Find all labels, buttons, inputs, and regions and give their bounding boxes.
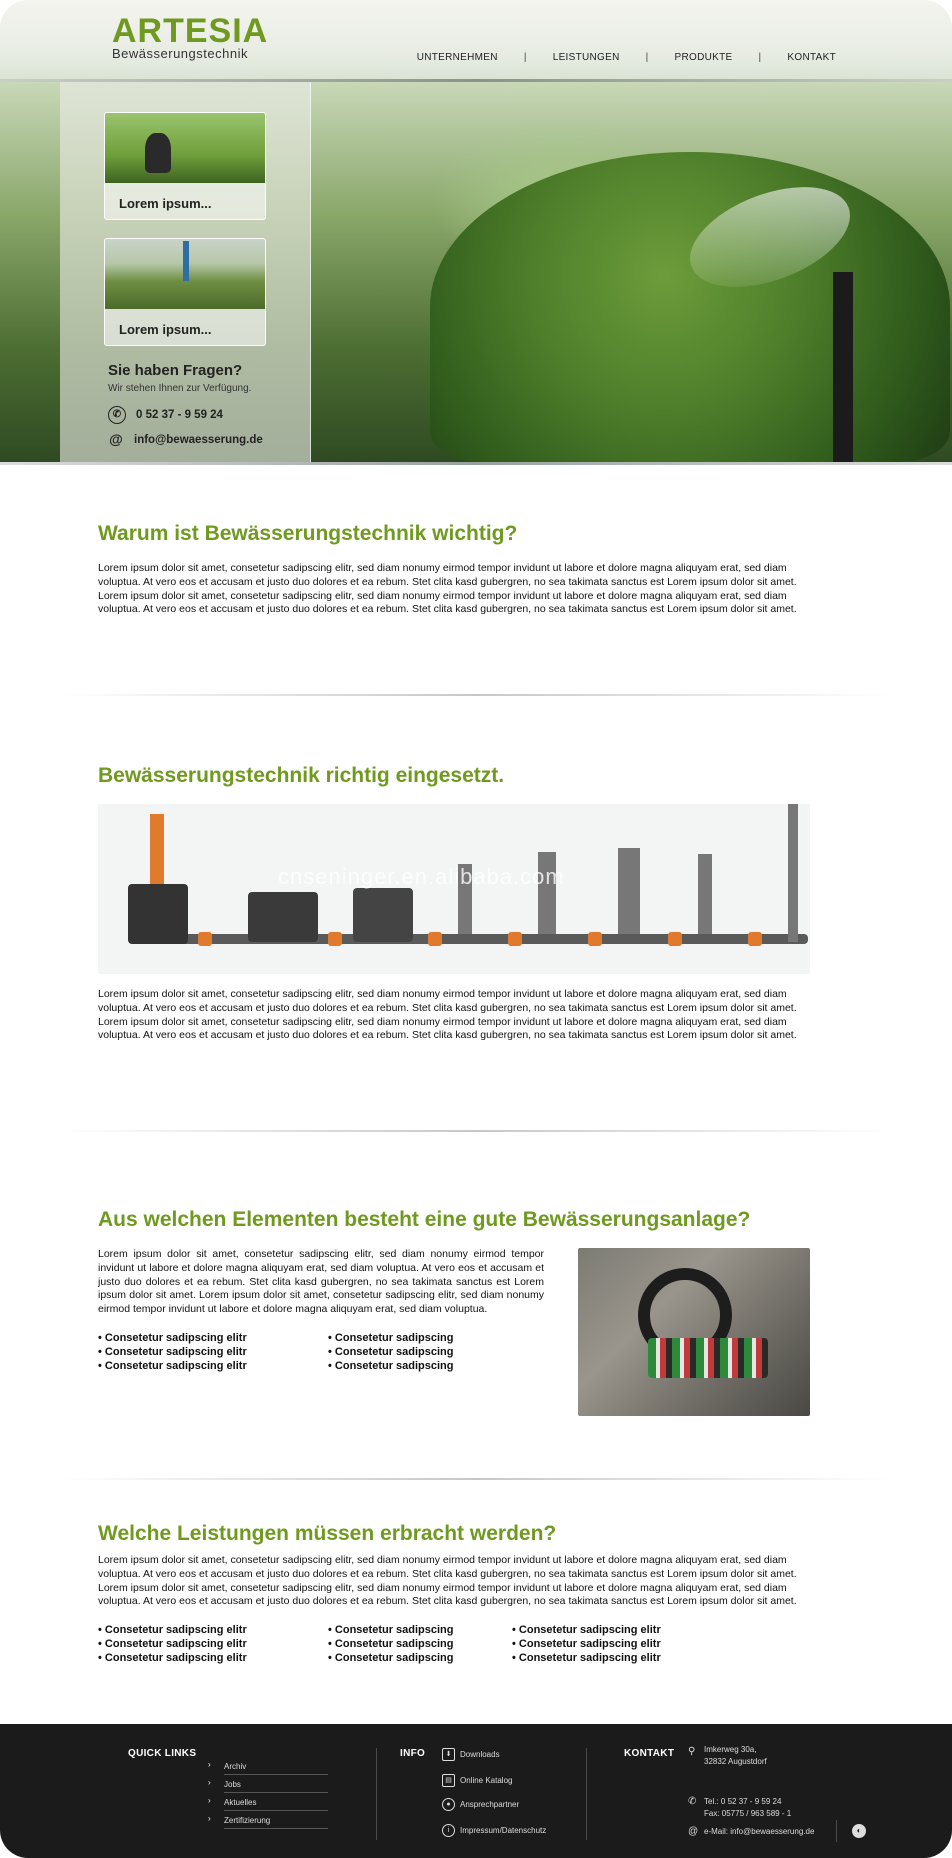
- footer-link-zertifizierung[interactable]: Zertifizierung: [224, 1816, 328, 1829]
- brand-emblem-icon[interactable]: ◐: [852, 1824, 866, 1838]
- diagram-joint: [328, 932, 342, 946]
- nav-item-leistungen[interactable]: LEISTUNGEN: [552, 52, 620, 63]
- footer-link-downloads[interactable]: Downloads: [460, 1750, 500, 1759]
- list-item: • Consetetur sadipscing elitr: [512, 1651, 661, 1665]
- footer-info-title: INFO: [400, 1748, 426, 1759]
- section-title: Warum ist Bewässerungstechnik wichtig?: [98, 522, 518, 545]
- teaser-image-1: [105, 113, 265, 183]
- section-text-col: [98, 1248, 544, 1416]
- teaser-card-1[interactable]: [104, 112, 266, 220]
- bullet-list: [98, 1331, 544, 1373]
- teaser-label-2: Lorem ipsum...: [119, 322, 212, 337]
- nav-item-kontakt[interactable]: KONTAKT: [787, 52, 836, 63]
- hero-sprinkler-pipe: [833, 272, 853, 462]
- diagram-riser-5: [788, 804, 798, 942]
- section-title: Bewässerungstechnik richtig eingesetzt.: [98, 764, 505, 787]
- section-two-col: [98, 1248, 810, 1416]
- hero-divider: [0, 462, 952, 465]
- phone-icon: ✆: [688, 1796, 697, 1807]
- diagram-joint: [748, 932, 762, 946]
- nav-item-unternehmen[interactable]: UNTERNEHMEN: [416, 52, 498, 63]
- diagram-joint: [428, 932, 442, 946]
- at-icon: @: [688, 1826, 699, 1837]
- download-icon: ⬇: [442, 1748, 455, 1761]
- contact-title: Sie haben Fragen?: [108, 362, 243, 379]
- diagram-filter-box: [353, 888, 413, 942]
- hero-contact: [108, 362, 263, 448]
- diagram-pump-box: [248, 892, 318, 942]
- section-why: [98, 522, 810, 617]
- phone-icon: ✆: [108, 406, 126, 424]
- contact-phone-row[interactable]: [108, 406, 263, 424]
- bullet-list: [98, 1623, 810, 1665]
- diagram-valve-box: [128, 884, 188, 944]
- footer-link-archiv[interactable]: Archiv: [224, 1762, 328, 1775]
- contact-email: info@bewaesserung.de: [134, 434, 263, 446]
- contact-subtitle: Wir stehen Ihnen zur Verfügung.: [108, 383, 252, 394]
- footer-link-ansprechpartner[interactable]: Ansprechpartner: [460, 1800, 520, 1809]
- section-usage: [98, 764, 810, 1043]
- teaser-image-2: [105, 239, 265, 309]
- chevron-right-icon: ›: [208, 1796, 211, 1805]
- diagram-joint: [508, 932, 522, 946]
- section-text: Lorem ipsum dolor sit amet, consetetur sadipscing elitr, sed diam nonumy eirmod tempor invidunt ut labore et dolore magna aliquyam erat, sed diam voluptua. At vero eos et accusam et justo duo dolores et ea rebum. Stet clita kasd gubergren, no sea takimata sanctus est Lorem ipsum dolor sit amet. Lorem ipsum dolor sit amet, consetetur sadipscing elitr, sed diam nonumy eirmod tempor invidunt ut labore et dolore magna aliquyam erat, sed diam voluptua. At vero eos et accusam et justo duo dolores et ea rebum. Stet clita kasd gubergren, no sea takimata sanctus est Lorem ipsum dolor sit amet.: [98, 1554, 797, 1608]
- list-item: • Consetetur sadipscing: [328, 1345, 454, 1359]
- at-icon: @: [109, 431, 123, 447]
- footer-tel[interactable]: Tel.: 0 52 37 - 9 59 24: [704, 1797, 782, 1806]
- bullet-col-b: [328, 1331, 454, 1373]
- list-item: • Consetetur sadipscing: [328, 1623, 512, 1637]
- footer-address-line2: 32832 Augustdorf: [704, 1757, 767, 1766]
- section-elements: [98, 1208, 810, 1416]
- info-icon: i: [442, 1824, 455, 1837]
- footer-fax: Fax: 05775 / 963 589 - 1: [704, 1809, 792, 1818]
- bullet-col-a: [98, 1623, 328, 1665]
- footer-divider: [376, 1748, 377, 1840]
- diagram-joint: [198, 932, 212, 946]
- nav-item-produkte[interactable]: PRODUKTE: [674, 52, 733, 63]
- footer-kontakt-title: KONTAKT: [624, 1748, 675, 1759]
- diagram-joint: [668, 932, 682, 946]
- list-item: • Consetetur sadipscing elitr: [98, 1345, 328, 1359]
- nav-separator: |: [523, 52, 527, 63]
- list-item: • Consetetur sadipscing: [328, 1651, 512, 1665]
- nav-separator: |: [645, 52, 649, 63]
- image-watermark: cnseninger.en.alibaba.com: [278, 864, 565, 889]
- diagram-orange-riser: [150, 814, 164, 884]
- footer-divider: [586, 1748, 587, 1840]
- section-title: Welche Leistungen müssen erbracht werden?: [98, 1522, 557, 1545]
- list-item: • Consetetur sadipscing elitr: [512, 1623, 661, 1637]
- section-text: Lorem ipsum dolor sit amet, consetetur sadipscing elitr, sed diam nonumy eirmod tempor invidunt ut labore et dolore magna aliquyam erat, sed diam voluptua. At vero eos et accusam et justo duo dolores et ea rebum. Stet clita kasd gubergren, no sea takimata sanctus est Lorem ipsum dolor sit amet. Lorem ipsum dolor sit amet, consetetur sadipscing elitr, sed diam nonumy eirmod tempor invidunt ut labore et dolore magna aliquyam erat, sed diam voluptua. At vero eos et accusam et justo duo dolores et ea rebum. Stet clita kasd gubergren, no sea takimata sanctus est Lorem ipsum dolor sit amet.: [98, 988, 797, 1042]
- hero-sidebar: [60, 82, 311, 462]
- footer-quicklinks-title: QUICK LINKS: [128, 1748, 197, 1759]
- footer-link-jobs[interactable]: Jobs: [224, 1780, 328, 1793]
- contact-email-row[interactable]: [108, 432, 263, 448]
- footer-address-line1: Imkerweg 30a,: [704, 1745, 757, 1754]
- list-item: • Consetetur sadipscing elitr: [98, 1331, 328, 1345]
- chevron-right-icon: ›: [208, 1760, 211, 1769]
- footer-link-impressum[interactable]: Impressum/Datenschutz: [460, 1826, 547, 1835]
- section-divider: [60, 694, 890, 696]
- diagram-riser-4: [698, 854, 712, 934]
- logo[interactable]: [112, 14, 268, 61]
- book-icon: ▤: [442, 1774, 455, 1787]
- contact-phone: 0 52 37 - 9 59 24: [136, 409, 223, 421]
- section-divider: [60, 1130, 890, 1132]
- footer-link-aktuelles[interactable]: Aktuelles: [224, 1798, 328, 1811]
- list-item: • Consetetur sadipscing elitr: [98, 1623, 328, 1637]
- site-header: [0, 0, 952, 80]
- list-item: • Consetetur sadipscing elitr: [98, 1651, 328, 1665]
- section-title: Aus welchen Elementen besteht eine gute Bewässerungsanlage?: [98, 1208, 751, 1231]
- list-item: • Consetetur sadipscing: [328, 1637, 512, 1651]
- footer-divider: [836, 1820, 837, 1842]
- main-nav: [411, 52, 842, 63]
- location-pin-icon: ⚲: [688, 1746, 696, 1757]
- logo-subtitle: Bewässerungstechnik: [112, 46, 248, 61]
- footer-email[interactable]: e-Mail: info@bewaesserung.de: [704, 1827, 815, 1836]
- section-text: Lorem ipsum dolor sit amet, consetetur sadipscing elitr, sed diam nonumy eirmod tempor invidunt ut labore et dolore magna aliquyam erat, sed diam voluptua. At vero eos et accusam et justo duo dolores et ea rebum. Stet clita kasd gubergren, no sea takimata sanctus est Lorem ipsum dolor sit amet. Lorem ipsum dolor sit amet, consetetur sadipscing elitr, sed diam nonumy eirmod tempor invidunt ut labore et dolore magna aliquyam erat, sed diam voluptua. At vero eos et accusam et justo duo dolores et ea rebum. Stet clita kasd gubergren, no sea takimata sanctus est Lorem ipsum dolor sit amet.: [98, 562, 797, 616]
- chevron-right-icon: ›: [208, 1778, 211, 1787]
- diagram-joint: [588, 932, 602, 946]
- logo-title: ARTESIA: [112, 12, 269, 50]
- list-item: • Consetetur sadipscing elitr: [512, 1637, 661, 1651]
- person-icon: ●: [442, 1798, 455, 1811]
- teaser-card-2[interactable]: [104, 238, 266, 346]
- bullet-col-b: [328, 1623, 512, 1665]
- list-item: • Consetetur sadipscing elitr: [98, 1359, 328, 1373]
- irrigation-diagram: [98, 804, 810, 974]
- irrigation-kit-photo: [578, 1248, 810, 1416]
- chevron-right-icon: ›: [208, 1814, 211, 1823]
- hero-bush-image: [430, 152, 950, 462]
- section-text: Lorem ipsum dolor sit amet, consetetur sadipscing elitr, sed diam nonumy eirmod tempor invidunt ut labore et dolore magna aliquyam erat, sed diam voluptua. At vero eos et accusam et justo duo dolores et ea rebum. Stet clita kasd gubergren, no sea takimata sanctus est Lorem ipsum dolor sit amet. Lorem ipsum dolor sit amet, consetetur sadipscing elitr, sed diam nonumy eirmod tempor invidunt ut labore et dolore magna aliquyam erat, sed diam voluptua.: [98, 1248, 544, 1316]
- site-footer: [0, 1724, 952, 1858]
- hero-banner: [0, 82, 952, 462]
- diagram-riser-3: [618, 848, 640, 934]
- list-item: • Consetetur sadipscing: [328, 1331, 454, 1345]
- teaser-label-1: Lorem ipsum...: [119, 196, 212, 211]
- bullet-col-c: [512, 1623, 661, 1665]
- section-services: [98, 1522, 810, 1665]
- list-item: • Consetetur sadipscing elitr: [98, 1637, 328, 1651]
- bullet-col-a: [98, 1331, 328, 1373]
- list-item: • Consetetur sadipscing: [328, 1359, 454, 1373]
- section-divider: [60, 1478, 890, 1480]
- footer-link-katalog[interactable]: Online Katalog: [460, 1776, 513, 1785]
- nav-separator: |: [758, 52, 762, 63]
